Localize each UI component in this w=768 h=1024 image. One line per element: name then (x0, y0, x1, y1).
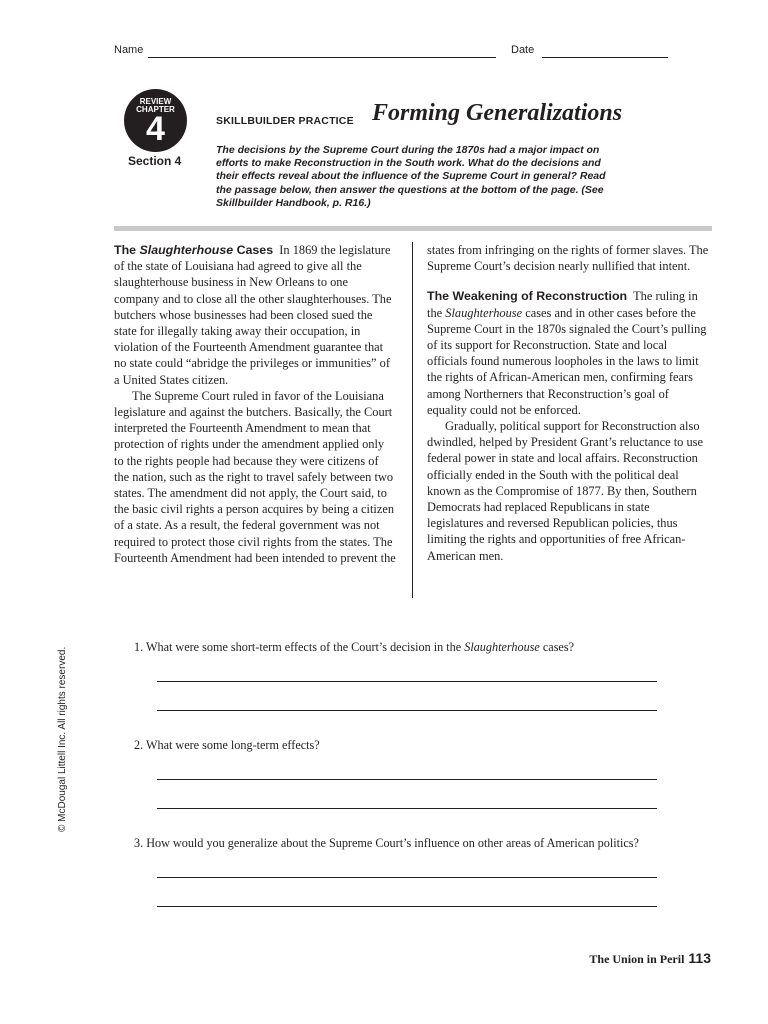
passage-paragraph-3: states from infringing on the rights of former slaves. The Supreme Court’s decision nearly nullified that intent. (427, 243, 709, 274)
question-1-post: cases? (539, 640, 574, 654)
heading1-post: Cases (233, 243, 274, 257)
page-footer (589, 950, 711, 967)
skillbuilder-kicker: SKILLBUILDER PRACTICE (216, 115, 354, 127)
page-title: Forming Generalizations (372, 100, 623, 126)
question-1 (134, 640, 574, 655)
answer-line-1b[interactable] (157, 710, 657, 711)
header-rule (114, 226, 712, 231)
copyright-notice: © McDougal Littell Inc. All rights reserved. (57, 646, 68, 832)
answer-line-2a[interactable] (157, 779, 657, 780)
passage-column-right (427, 242, 709, 564)
footer-book-title: The Union in Peril (589, 952, 685, 966)
answer-line-3a[interactable] (157, 877, 657, 878)
answer-line-3b[interactable] (157, 906, 657, 907)
heading-slaughterhouse-cases (114, 243, 273, 257)
column-divider (412, 242, 413, 598)
passage-paragraph-1 (114, 242, 396, 388)
paragraph-4-pre: The ruling in the (427, 289, 698, 320)
name-label: Name (114, 44, 144, 56)
heading1-pre: The (114, 243, 140, 257)
badge-chapter-number: 4 (146, 110, 165, 148)
paragraph-4-italic: Slaughterhouse (445, 305, 523, 320)
question-2: 2. What were some long-term effects? (134, 738, 320, 752)
intro-instructions: The decisions by the Supreme Court during the 1870s had a major impact on efforts to make Reconstruction in the South work. What do the decisions and their effects reveal about the influence of the Supreme Court in general? Read the passage below, then answer the questions at the bottom of the page. (See Skillbuilder Handbook, p. R16.) (216, 144, 606, 209)
name-field-line[interactable] (148, 57, 496, 58)
chapter-badge (124, 89, 187, 152)
passage-paragraph-2: The Supreme Court ruled in favor of the Louisiana legislature and against the butchers. Basically, the Court interpreted the Fourteenth Amendment to mean that protection of rights under the amendment applied only to the rights people had because they were citizens of the nation, such as the right to travel safely between two states. The amendment did not apply, the Court said, to the basic civil rights a person acquires by being a citizen of a state. As a result, the federal government was not required to protect those civil rights from the states. The Fourteenth Amendment had been intended to prevent the (114, 388, 396, 565)
passage-column-left (114, 242, 396, 566)
answer-line-1a[interactable] (157, 681, 657, 682)
section-label: Section 4 (128, 154, 182, 168)
passage-paragraph-5: Gradually, political support for Reconstruction also dwindled, helped by President Grant’s reluctance to use federal power in state and local affairs. Reconstruction officially ended in the South with the political deal known as the Compromise of 1877. By then, Southern Democrats had replaced Republicans in state legislatures and reversed Republican policies, thus limiting the rights and opportunities of free African-American men. (427, 419, 703, 563)
paragraph-4-post: cases and in other cases before the Supreme Court in the 1870s signaled the Court’s pulling of its support for Reconstruction. State and local officials found numerous loopholes in the laws to limit the rights of African-American men, confirming fears among Northerners that Reconstruction’s goal of equality could not be enforced. (427, 305, 707, 417)
answer-line-2b[interactable] (157, 808, 657, 809)
question-3: 3. How would you generalize about the Supreme Court’s influence on other areas of American politics? (134, 836, 639, 850)
badge-review-text: REVIEW (139, 97, 172, 106)
question-1-pre: 1. What were some short-term effects of the Court’s decision in the (134, 640, 465, 654)
date-label: Date (511, 44, 535, 56)
heading-weakening-of-reconstruction: The Weakening of Reconstruction (427, 289, 628, 304)
passage-paragraph-4 (427, 288, 709, 418)
question-1-italic: Slaughterhouse (464, 640, 540, 654)
paragraph-1-text: In 1869 the legislature of the state of Louisiana had agreed to give all the slaughterhouse business in New Orleans to one company and to close all the other slaughterhouses. The butchers whose businesses had been closed sued the state for illegally taking away their occupation, in violation of the Fourteenth Amendment guarantee that no state could “abridge the privileges or immunities” of a United States citizen. (114, 243, 392, 387)
badge-chapter-text: CHAPTER (136, 105, 175, 114)
page-number: 113 (688, 950, 711, 966)
heading1-italic: Slaughterhouse (139, 243, 234, 257)
date-field-line[interactable] (542, 57, 668, 58)
